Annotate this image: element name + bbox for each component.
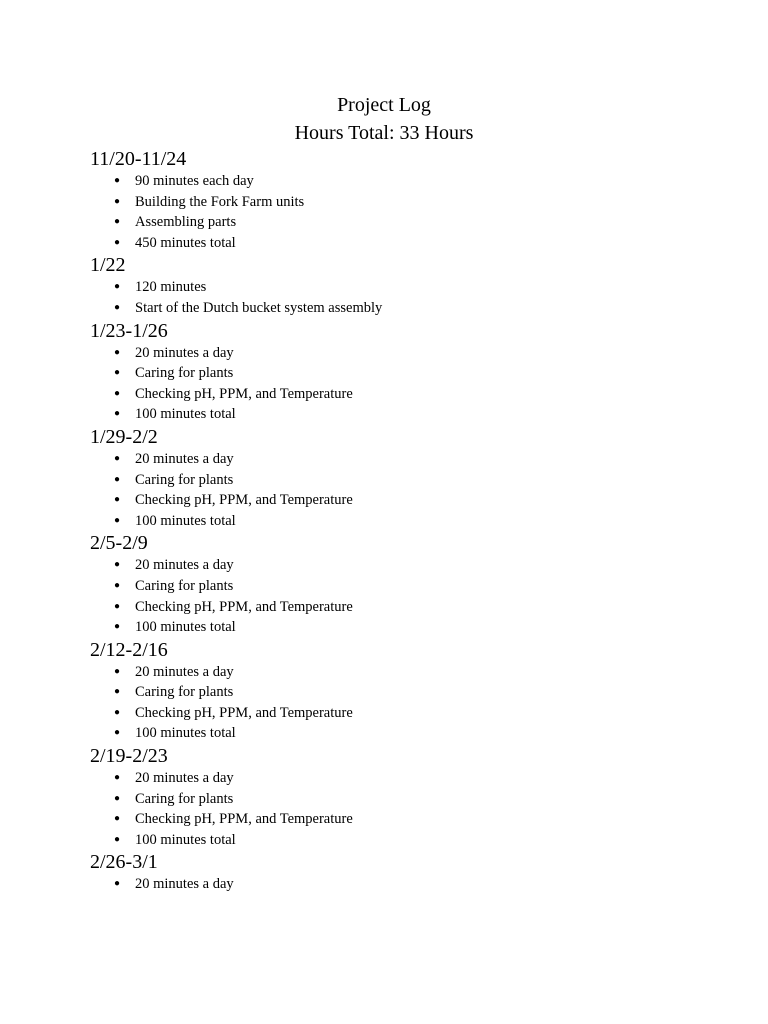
list-item-text: Start of the Dutch bucket system assembly (135, 299, 383, 316)
list-item (90, 192, 690, 213)
section-bullet-list (90, 343, 690, 425)
bullet-icon: ● (114, 473, 121, 485)
bullet-icon: ● (114, 281, 121, 293)
log-section (90, 253, 690, 318)
bullet-icon: ● (114, 813, 121, 825)
list-item-text: 20 minutes a day (135, 557, 234, 574)
list-item (90, 830, 690, 851)
bullet-icon: ● (114, 346, 121, 358)
bullet-icon: ● (114, 494, 121, 506)
bullet-icon: ● (114, 387, 121, 399)
bullet-icon: ● (114, 367, 121, 379)
log-section (90, 850, 690, 895)
list-item (90, 703, 690, 724)
bullet-icon: ● (114, 175, 121, 186)
list-item (90, 363, 690, 384)
list-item-text: 20 minutes a day (135, 663, 234, 680)
bullet-icon: ● (114, 792, 121, 804)
document-title: Project Log (337, 94, 431, 116)
list-item-text: 100 minutes total (135, 619, 236, 636)
bullet-icon: ● (114, 833, 121, 845)
bullet-icon: ● (114, 195, 121, 207)
list-item (90, 723, 690, 744)
log-section (90, 425, 690, 531)
list-item (90, 343, 690, 364)
list-item-text: Caring for plants (135, 684, 234, 701)
bullet-icon: ● (114, 727, 121, 739)
list-item-text: 120 minutes (135, 279, 207, 296)
list-item (90, 277, 690, 298)
list-item-text: Assembling parts (135, 214, 237, 231)
list-item (90, 789, 690, 810)
list-item (90, 662, 690, 683)
section-bullet-list (90, 662, 690, 744)
list-item-text: 450 minutes total (135, 234, 236, 251)
list-item (90, 617, 690, 638)
log-section (90, 319, 690, 425)
list-item (90, 449, 690, 470)
bullet-icon: ● (114, 452, 121, 464)
section-date-heading: 2/5-2/9 (90, 532, 148, 555)
list-item-text: 20 minutes a day (135, 770, 234, 787)
list-item-text: Checking pH, PPM, and Temperature (135, 811, 353, 828)
list-item-text: Caring for plants (135, 365, 234, 382)
section-bullet-list (90, 171, 690, 253)
list-item-text: Checking pH, PPM, and Temperature (135, 385, 353, 402)
list-item-text: Caring for plants (135, 790, 234, 807)
list-item (90, 682, 690, 703)
list-item (90, 597, 690, 618)
list-item (90, 171, 690, 192)
bullet-icon: ● (114, 559, 121, 571)
list-item-text: Caring for plants (135, 471, 234, 488)
list-item-text: 90 minutes each day (135, 173, 254, 189)
bullet-icon: ● (114, 706, 121, 718)
list-item-text: 100 minutes total (135, 512, 236, 529)
list-item-text: 100 minutes total (135, 831, 236, 848)
bullet-icon: ● (114, 665, 121, 677)
section-bullet-list (90, 449, 690, 531)
bullet-icon: ● (114, 878, 121, 890)
log-section (90, 531, 690, 637)
log-section (90, 744, 690, 850)
section-date-heading: 1/29-2/2 (90, 425, 158, 448)
section-date-heading: 2/19-2/23 (90, 745, 168, 768)
hours-total: Hours Total: 33 Hours (294, 122, 474, 144)
bullet-icon: ● (114, 621, 121, 633)
list-item (90, 384, 690, 405)
section-date-heading: 1/23-1/26 (90, 319, 168, 342)
list-item (90, 490, 690, 511)
list-item (90, 212, 690, 233)
section-date-heading: 2/12-2/16 (90, 638, 168, 661)
bullet-icon: ● (114, 236, 121, 248)
list-item (90, 768, 690, 789)
list-item-text: Building the Fork Farm units (135, 193, 305, 210)
list-item-text: Checking pH, PPM, and Temperature (135, 704, 353, 721)
list-item (90, 874, 690, 895)
section-date-heading: 2/26-3/1 (90, 851, 158, 874)
list-item (90, 555, 690, 576)
bullet-icon: ● (114, 301, 121, 313)
list-item-text: 20 minutes a day (135, 344, 234, 361)
list-item-text: 20 minutes a day (135, 876, 234, 893)
project-log-list (90, 147, 690, 895)
list-item-text: 100 minutes total (135, 725, 236, 742)
bullet-icon: ● (114, 772, 121, 784)
section-bullet-list (90, 874, 690, 895)
bullet-icon: ● (114, 686, 121, 698)
bullet-icon: ● (114, 600, 121, 612)
bullet-icon: ● (114, 216, 121, 228)
section-bullet-list (90, 555, 690, 637)
list-item-text: 20 minutes a day (135, 450, 234, 467)
list-item-text: Caring for plants (135, 577, 234, 594)
bullet-icon: ● (114, 408, 121, 420)
list-item (90, 470, 690, 491)
list-item (90, 809, 690, 830)
log-section (90, 147, 690, 253)
section-bullet-list (90, 277, 690, 318)
section-date-heading: 11/20-11/24 (90, 148, 187, 170)
list-item-text: Checking pH, PPM, and Temperature (135, 598, 353, 615)
section-bullet-list (90, 768, 690, 850)
list-item-text: 100 minutes total (135, 406, 236, 423)
log-section (90, 638, 690, 744)
list-item (90, 511, 690, 532)
list-item (90, 233, 690, 254)
section-date-heading: 1/22 (90, 254, 126, 277)
list-item (90, 404, 690, 425)
list-item (90, 576, 690, 597)
list-item (90, 298, 690, 319)
list-item-text: Checking pH, PPM, and Temperature (135, 492, 353, 509)
bullet-icon: ● (114, 579, 121, 591)
bullet-icon: ● (114, 514, 121, 526)
